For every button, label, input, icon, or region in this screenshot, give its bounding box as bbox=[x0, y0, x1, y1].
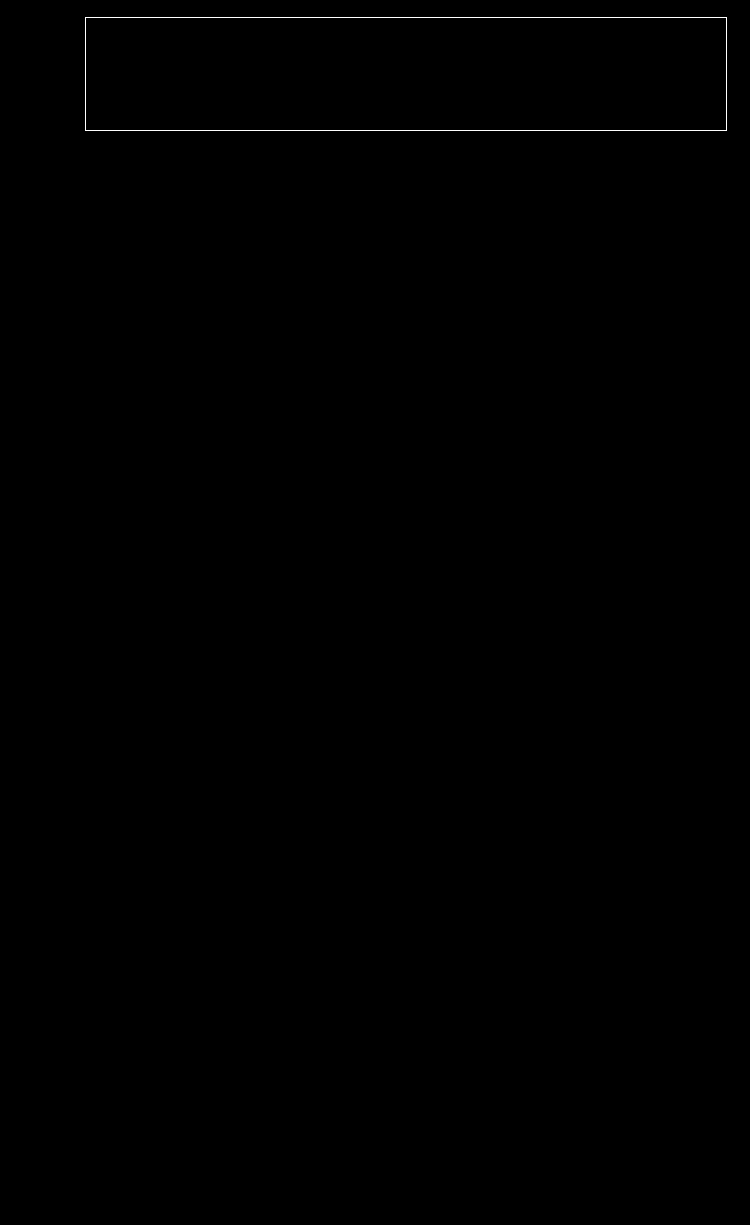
plot-area bbox=[85, 17, 727, 131]
